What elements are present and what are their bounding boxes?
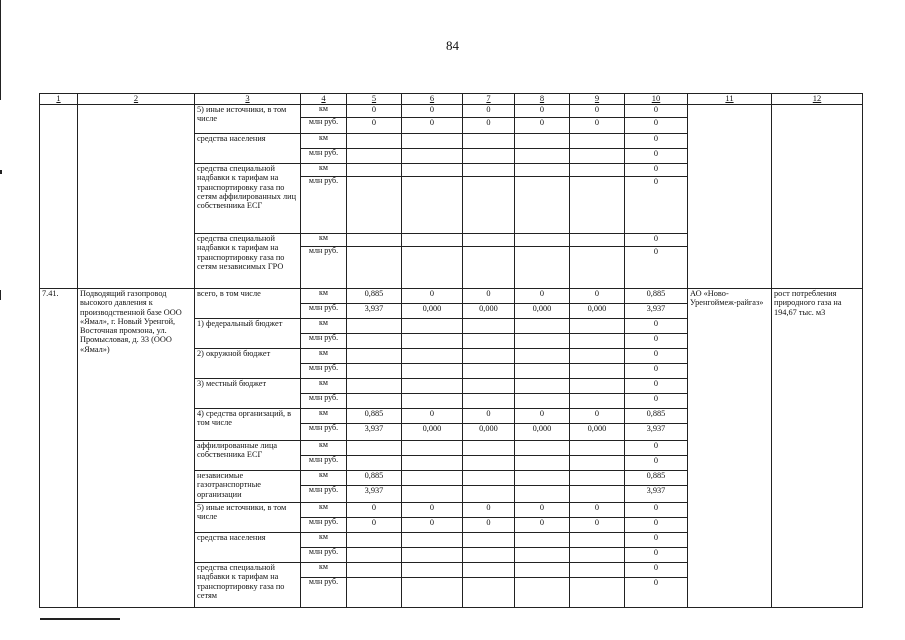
unit-cell: млн руб. xyxy=(301,118,347,134)
value-cell xyxy=(463,471,515,486)
value-cell xyxy=(570,379,625,394)
value-cell xyxy=(463,563,515,578)
value-cell: 0,000 xyxy=(570,304,625,319)
value-cell xyxy=(570,349,625,364)
value-cell xyxy=(347,177,402,234)
value-cell xyxy=(515,394,570,409)
value-cell xyxy=(402,394,463,409)
value-cell: 0 xyxy=(515,409,570,424)
value-cell: 0 xyxy=(625,334,688,349)
value-cell: 0 xyxy=(625,441,688,456)
value-cell: 0 xyxy=(463,409,515,424)
value-cell: 0 xyxy=(402,518,463,533)
value-cell: 0 xyxy=(625,247,688,289)
value-cell: 0 xyxy=(625,394,688,409)
value-cell: 0,885 xyxy=(347,409,402,424)
value-cell xyxy=(515,456,570,471)
value-cell xyxy=(463,548,515,563)
value-cell xyxy=(515,177,570,234)
value-cell xyxy=(347,441,402,456)
unit-cell: млн руб. xyxy=(301,578,347,608)
value-cell: 0 xyxy=(463,105,515,118)
value-cell xyxy=(515,563,570,578)
value-cell xyxy=(402,441,463,456)
value-cell xyxy=(347,349,402,364)
value-cell: 0 xyxy=(625,105,688,118)
item-organization: АО «Ново-Уренгоймеж-райгаз» xyxy=(688,289,772,608)
value-cell xyxy=(347,319,402,334)
value-cell: 0 xyxy=(402,409,463,424)
column-number: 10 xyxy=(625,94,688,105)
value-cell: 0 xyxy=(625,533,688,548)
unit-cell: км xyxy=(301,471,347,486)
funding-source-label: средства специальной надбавки к тарифам на транспортировку газа по сетям xyxy=(195,563,301,608)
value-cell xyxy=(402,319,463,334)
value-cell: 0 xyxy=(625,578,688,608)
value-cell xyxy=(402,471,463,486)
value-cell: 0 xyxy=(347,118,402,134)
value-cell xyxy=(463,486,515,503)
funding-source-label: аффилированные лица собственника ЕСГ xyxy=(195,441,301,471)
value-cell: 0 xyxy=(463,118,515,134)
value-cell xyxy=(570,486,625,503)
unit-cell: млн руб. xyxy=(301,334,347,349)
funding-source-label: средства населения xyxy=(195,134,301,164)
value-cell xyxy=(515,548,570,563)
value-cell xyxy=(347,164,402,177)
value-cell xyxy=(463,533,515,548)
value-cell xyxy=(515,149,570,164)
funding-source-label: 1) федеральный бюджет xyxy=(195,319,301,349)
value-cell: 0 xyxy=(515,118,570,134)
value-cell xyxy=(570,334,625,349)
value-cell xyxy=(402,134,463,149)
value-cell xyxy=(515,486,570,503)
value-cell xyxy=(402,149,463,164)
column-number: 6 xyxy=(402,94,463,105)
value-cell: 0 xyxy=(625,548,688,563)
column-number: 2 xyxy=(78,94,195,105)
value-cell xyxy=(515,471,570,486)
value-cell xyxy=(515,349,570,364)
column-number: 7 xyxy=(463,94,515,105)
funding-source-label: 2) окружной бюджет xyxy=(195,349,301,379)
value-cell xyxy=(570,578,625,608)
value-cell: 0 xyxy=(347,503,402,518)
column-number: 8 xyxy=(515,94,570,105)
value-cell xyxy=(463,441,515,456)
value-cell xyxy=(570,319,625,334)
unit-cell: км xyxy=(301,134,347,149)
value-cell xyxy=(347,134,402,149)
value-cell: 0 xyxy=(570,503,625,518)
value-cell xyxy=(402,247,463,289)
unit-cell: млн руб. xyxy=(301,394,347,409)
value-cell xyxy=(347,234,402,247)
unit-cell: км xyxy=(301,164,347,177)
value-cell: 0,000 xyxy=(463,304,515,319)
value-cell xyxy=(463,364,515,379)
funding-source-label: всего, в том числе xyxy=(195,289,301,319)
funding-source-label: средства специальной надбавки к тарифам на транспортировку газа по сетям независимых ГРО xyxy=(195,234,301,289)
value-cell: 0 xyxy=(515,105,570,118)
value-cell: 3,937 xyxy=(625,304,688,319)
column-number: 3 xyxy=(195,94,301,105)
item-name-cell xyxy=(78,105,195,289)
unit-cell: км xyxy=(301,533,347,548)
value-cell xyxy=(463,379,515,394)
unit-cell: млн руб. xyxy=(301,518,347,533)
value-cell: 0 xyxy=(625,149,688,164)
financing-table xyxy=(39,93,863,608)
value-cell: 0 xyxy=(463,518,515,533)
value-cell xyxy=(463,134,515,149)
value-cell xyxy=(463,247,515,289)
value-cell: 0 xyxy=(463,289,515,304)
value-cell: 0 xyxy=(515,518,570,533)
value-cell: 0 xyxy=(625,563,688,578)
value-cell xyxy=(570,149,625,164)
funding-source-label: средства населения xyxy=(195,533,301,563)
value-cell: 0,885 xyxy=(625,289,688,304)
scan-edge-mark xyxy=(0,290,1,300)
value-cell xyxy=(463,319,515,334)
value-cell xyxy=(463,234,515,247)
unit-cell: км xyxy=(301,349,347,364)
value-cell: 0 xyxy=(625,319,688,334)
value-cell: 0 xyxy=(625,518,688,533)
value-cell xyxy=(347,364,402,379)
unit-cell: млн руб. xyxy=(301,424,347,441)
unit-cell: км xyxy=(301,319,347,334)
source-km-row xyxy=(40,289,863,304)
scan-edge-mark xyxy=(0,170,2,174)
value-cell: 0 xyxy=(625,134,688,149)
value-cell: 0,000 xyxy=(402,424,463,441)
value-cell xyxy=(570,134,625,149)
unit-cell: млн руб. xyxy=(301,177,347,234)
value-cell: 0,000 xyxy=(402,304,463,319)
value-cell xyxy=(570,441,625,456)
value-cell xyxy=(515,379,570,394)
value-cell xyxy=(402,563,463,578)
value-cell xyxy=(463,394,515,409)
value-cell xyxy=(515,319,570,334)
value-cell: 0 xyxy=(625,456,688,471)
value-cell xyxy=(570,234,625,247)
value-cell: 0,885 xyxy=(625,471,688,486)
unit-cell: млн руб. xyxy=(301,486,347,503)
funding-source-label: средства специальной надбавки к тарифам на транспортировку газа по сетям аффилированных лиц собственника ЕСГ xyxy=(195,164,301,234)
value-cell: 0,000 xyxy=(570,424,625,441)
continued-item-rows xyxy=(40,105,863,289)
funding-source-label: 5) иные источники, в том числе xyxy=(195,503,301,533)
value-cell: 0 xyxy=(625,234,688,247)
item-number: 7.41. xyxy=(40,289,78,608)
value-cell xyxy=(347,334,402,349)
scan-edge-mark xyxy=(0,0,1,100)
value-cell: 0 xyxy=(515,503,570,518)
unit-cell: млн руб. xyxy=(301,364,347,379)
value-cell: 0 xyxy=(463,503,515,518)
value-cell: 3,937 xyxy=(625,486,688,503)
funding-source-label: 3) местный бюджет xyxy=(195,379,301,409)
value-cell xyxy=(570,364,625,379)
value-cell xyxy=(347,456,402,471)
item-number-cell xyxy=(40,105,78,289)
value-cell: 3,937 xyxy=(347,424,402,441)
value-cell: 0,885 xyxy=(347,289,402,304)
value-cell: 0 xyxy=(625,379,688,394)
value-cell xyxy=(402,349,463,364)
value-cell xyxy=(515,533,570,548)
value-cell xyxy=(570,471,625,486)
column-number: 1 xyxy=(40,94,78,105)
value-cell: 0 xyxy=(347,105,402,118)
column-number: 5 xyxy=(347,94,402,105)
value-cell: 3,937 xyxy=(625,424,688,441)
value-cell: 0 xyxy=(625,118,688,134)
purpose-cell xyxy=(772,105,863,289)
value-cell xyxy=(515,334,570,349)
value-cell xyxy=(402,177,463,234)
value-cell xyxy=(570,533,625,548)
value-cell xyxy=(402,486,463,503)
value-cell: 3,937 xyxy=(347,304,402,319)
value-cell xyxy=(570,456,625,471)
value-cell xyxy=(463,334,515,349)
value-cell xyxy=(515,247,570,289)
value-cell xyxy=(570,548,625,563)
value-cell xyxy=(347,548,402,563)
funding-source-label: независимые газотранспортные организации xyxy=(195,471,301,503)
value-cell xyxy=(347,394,402,409)
value-cell xyxy=(515,164,570,177)
unit-cell: млн руб. xyxy=(301,304,347,319)
value-cell xyxy=(347,533,402,548)
funding-source-label: 4) средства организаций, в том числе xyxy=(195,409,301,441)
value-cell xyxy=(463,578,515,608)
value-cell: 0 xyxy=(402,118,463,134)
column-number: 9 xyxy=(570,94,625,105)
value-cell xyxy=(515,134,570,149)
unit-cell: км xyxy=(301,441,347,456)
value-cell xyxy=(570,177,625,234)
value-cell xyxy=(515,578,570,608)
item-purpose: рост потребления природного газа на 194,67 тыс. м3 xyxy=(772,289,863,608)
value-cell xyxy=(515,364,570,379)
unit-cell: км xyxy=(301,409,347,424)
value-cell: 0 xyxy=(625,349,688,364)
value-cell: 0 xyxy=(625,364,688,379)
column-number: 4 xyxy=(301,94,347,105)
value-cell: 0 xyxy=(570,118,625,134)
value-cell xyxy=(463,164,515,177)
value-cell xyxy=(402,578,463,608)
value-cell: 0 xyxy=(570,105,625,118)
item-7-41-rows xyxy=(40,289,863,608)
value-cell xyxy=(463,456,515,471)
value-cell: 0 xyxy=(402,289,463,304)
value-cell xyxy=(347,379,402,394)
value-cell: 0,885 xyxy=(347,471,402,486)
unit-cell: км xyxy=(301,379,347,394)
unit-cell: млн руб. xyxy=(301,247,347,289)
value-cell: 0 xyxy=(625,177,688,234)
source-km-row xyxy=(40,105,863,118)
funding-source-label: 5) иные источники, в том числе xyxy=(195,105,301,134)
value-cell xyxy=(402,364,463,379)
value-cell xyxy=(402,456,463,471)
value-cell: 0,885 xyxy=(625,409,688,424)
column-number: 11 xyxy=(688,94,772,105)
value-cell: 0 xyxy=(625,164,688,177)
value-cell: 0 xyxy=(570,409,625,424)
column-number: 12 xyxy=(772,94,863,105)
value-cell xyxy=(347,247,402,289)
value-cell xyxy=(402,334,463,349)
value-cell: 0 xyxy=(515,289,570,304)
value-cell: 0,000 xyxy=(463,424,515,441)
value-cell xyxy=(515,441,570,456)
unit-cell: млн руб. xyxy=(301,548,347,563)
value-cell xyxy=(347,578,402,608)
value-cell xyxy=(402,548,463,563)
value-cell xyxy=(463,177,515,234)
unit-cell: км xyxy=(301,234,347,247)
value-cell xyxy=(570,563,625,578)
scan-edge-mark xyxy=(40,618,120,620)
value-cell xyxy=(570,394,625,409)
value-cell xyxy=(402,234,463,247)
unit-cell: км xyxy=(301,563,347,578)
value-cell: 0 xyxy=(570,289,625,304)
unit-cell: км xyxy=(301,289,347,304)
unit-cell: млн руб. xyxy=(301,456,347,471)
value-cell xyxy=(515,234,570,247)
column-number-row xyxy=(40,94,863,105)
value-cell: 0,000 xyxy=(515,424,570,441)
unit-cell: млн руб. xyxy=(301,149,347,164)
value-cell xyxy=(347,149,402,164)
value-cell: 0 xyxy=(570,518,625,533)
item-name: Подводящий газопровод высокого давления к производственной базе ООО «Ямал», г. Новый Уренгой, Восточная промзона, ул. Промысловая, д. 33 (ООО «Ямал») xyxy=(78,289,195,608)
unit-cell: км xyxy=(301,503,347,518)
value-cell: 0 xyxy=(402,503,463,518)
value-cell xyxy=(402,533,463,548)
value-cell xyxy=(463,349,515,364)
value-cell xyxy=(570,247,625,289)
value-cell xyxy=(402,379,463,394)
value-cell xyxy=(570,164,625,177)
value-cell: 0 xyxy=(402,105,463,118)
value-cell: 0 xyxy=(625,503,688,518)
value-cell: 0 xyxy=(347,518,402,533)
value-cell xyxy=(463,149,515,164)
page-number: 84 xyxy=(446,38,459,53)
value-cell: 0,000 xyxy=(515,304,570,319)
unit-cell: км xyxy=(301,105,347,118)
value-cell xyxy=(347,563,402,578)
value-cell xyxy=(402,164,463,177)
organization-cell xyxy=(688,105,772,289)
value-cell: 3,937 xyxy=(347,486,402,503)
